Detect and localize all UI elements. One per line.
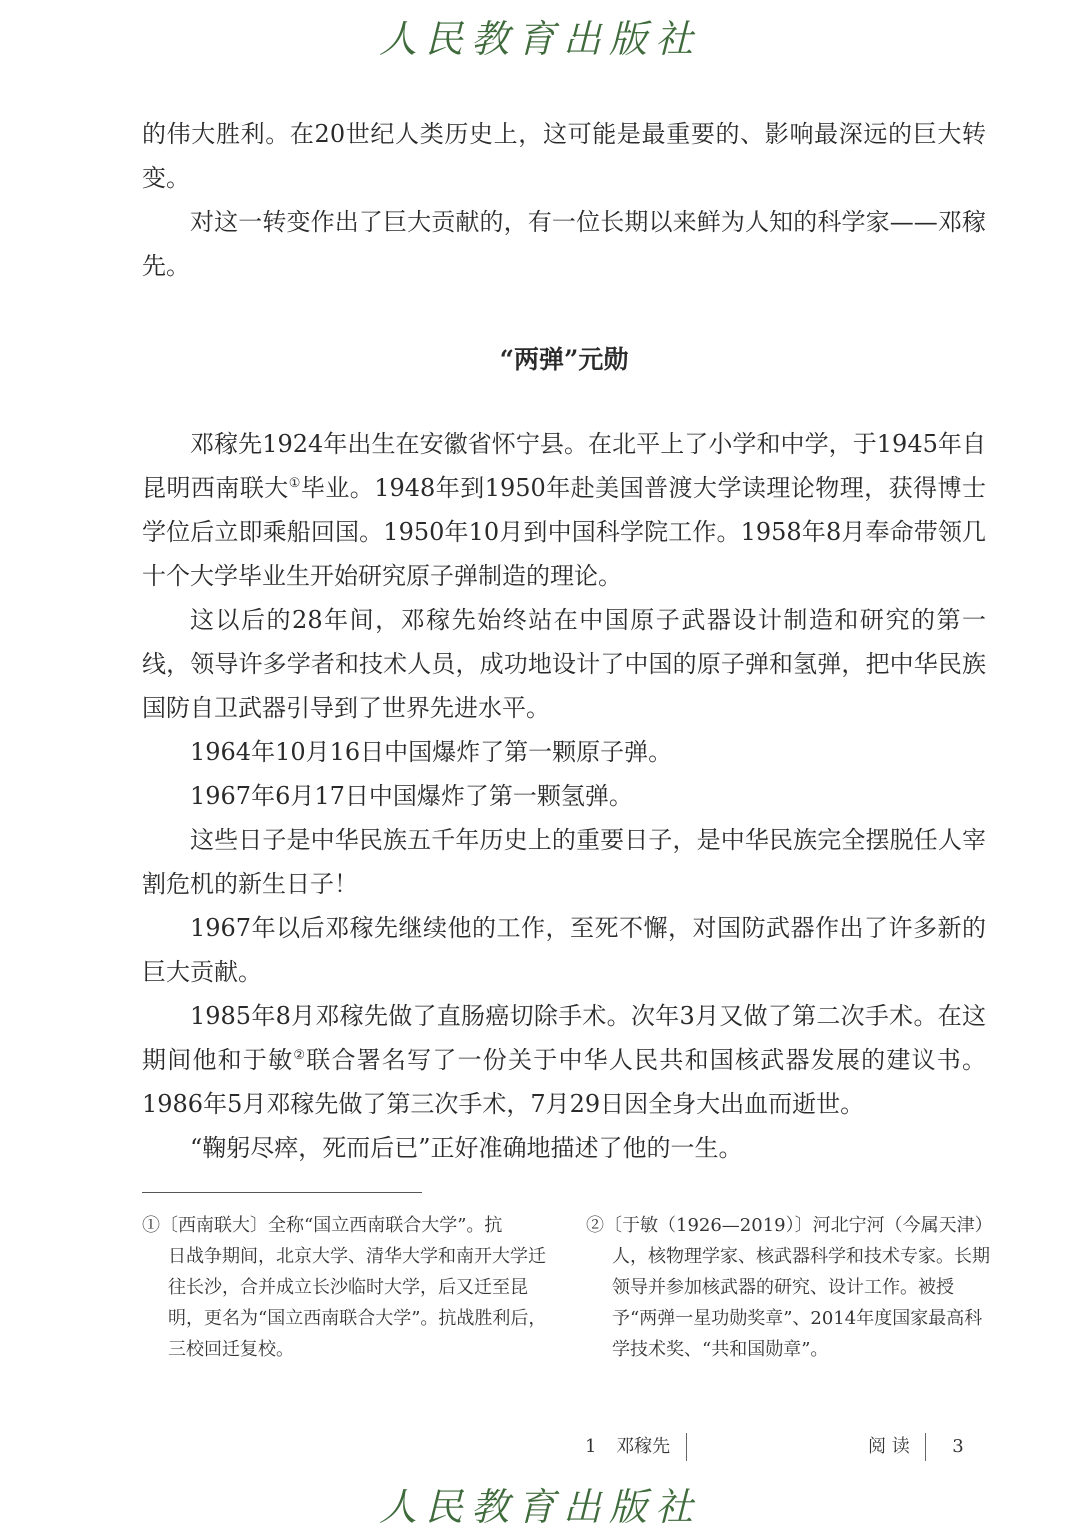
running-footer-section	[868, 1432, 964, 1466]
footnote-ref-1[interactable]: ①	[288, 476, 301, 491]
body-paragraph-3: 1964年10月16日中国爆炸了第一颗原子弹。	[190, 738, 673, 766]
body-paragraph-5: 这些日子是中华民族五千年历史上的重要日子，是中华民族完全摆脱任人宰割危机的新生日子！	[142, 826, 986, 898]
page-number: 3	[952, 1436, 964, 1457]
publisher-watermark-bottom: 人民教育出版社	[378, 1485, 701, 1529]
body-paragraph-1-part-b: 毕业。1948年到1950年赴美国普渡大学读理论物理，获得博士学位后立即乘船回国。1950年10月到中国科学院工作。1958年8月奉命带领几十个大学毕业生开始研究原子弹制造的理论。	[142, 474, 987, 590]
running-footer-lesson	[585, 1432, 697, 1466]
footnote-2	[586, 1210, 993, 1365]
body-paragraph-8: “鞠躬尽瘁，死而后已”正好准确地描述了他的一生。	[190, 1134, 743, 1162]
footnote-1	[142, 1210, 552, 1365]
footnote-2-first-line: ②〔于敏（1926—2019）〕河北宁河（今属天津）	[586, 1215, 993, 1236]
publisher-watermark-top: 人民教育出版社	[378, 17, 701, 61]
footnote-divider	[142, 1192, 422, 1193]
body-paragraph-7-part-a: 1985年8月邓稼先做了直肠癌切除手术。次年3月又做了第二次手术。在这期间他和于敏	[142, 1002, 986, 1074]
footnote-1-body: 日战争期间，北京大学、清华大学和南开大学迁往长沙，合并成立长沙临时大学，后又迁至昆明，更名为“国立西南联合大学”。抗战胜利后，三校回迁复校。	[168, 1246, 547, 1360]
body-paragraph-4: 1967年6月17日中国爆炸了第一颗氢弹。	[190, 782, 633, 810]
section-heading: “两弹”元勋	[499, 345, 629, 374]
footnote-2-body: 人，核物理学家、核武器科学和技术专家。长期领导并参加核武器的研究、设计工作。被授予“两弹一星功勋奖章”、2014年度国家最高科学技术奖、“共和国勋章”。	[612, 1246, 990, 1360]
body-paragraph-1	[142, 422, 986, 598]
lesson-title: 邓稼先	[616, 1436, 671, 1457]
body-paragraph-7-part-b: 联合署名写了一份关于中华人民共和国核武器发展的建议书。1986年5月邓稼先做了第三次手术，7月29日因全身大出血而逝世。	[142, 1046, 987, 1118]
lesson-number: 1	[585, 1436, 597, 1457]
intro-paragraph-2: 对这一转变作出了巨大贡献的，有一位长期以来鲜为人知的科学家——邓稼先。	[142, 208, 986, 280]
footnote-1-first-line: ①〔西南联大〕全称“国立西南联合大学”。抗	[142, 1215, 503, 1236]
intro-paragraph-1: 的伟大胜利。在20世纪人类历史上，这可能是最重要的、影响最深远的巨大转变。	[142, 120, 986, 192]
footer-separator	[686, 1433, 687, 1461]
footnote-ref-2[interactable]: ②	[293, 1048, 307, 1063]
body-paragraph-2: 这以后的28年间，邓稼先始终站在中国原子武器设计制造和研究的第一线，领导许多学者和技术人员，成功地设计了中国的原子弹和氢弹，把中华民族国防自卫武器引导到了世界先进水平。	[142, 606, 986, 722]
body-paragraph-6: 1967年以后邓稼先继续他的工作，至死不懈，对国防武器作出了许多新的巨大贡献。	[142, 914, 986, 986]
section-label: 阅 读	[868, 1436, 910, 1457]
body-paragraph-7	[142, 994, 986, 1126]
page-body	[142, 112, 986, 1170]
body-paragraph-1-part-a: 邓稼先1924年出生在安徽省怀宁县。在北平上了小学和中学，于1945年自昆明西南联大	[142, 430, 986, 502]
footer-separator	[925, 1433, 926, 1461]
